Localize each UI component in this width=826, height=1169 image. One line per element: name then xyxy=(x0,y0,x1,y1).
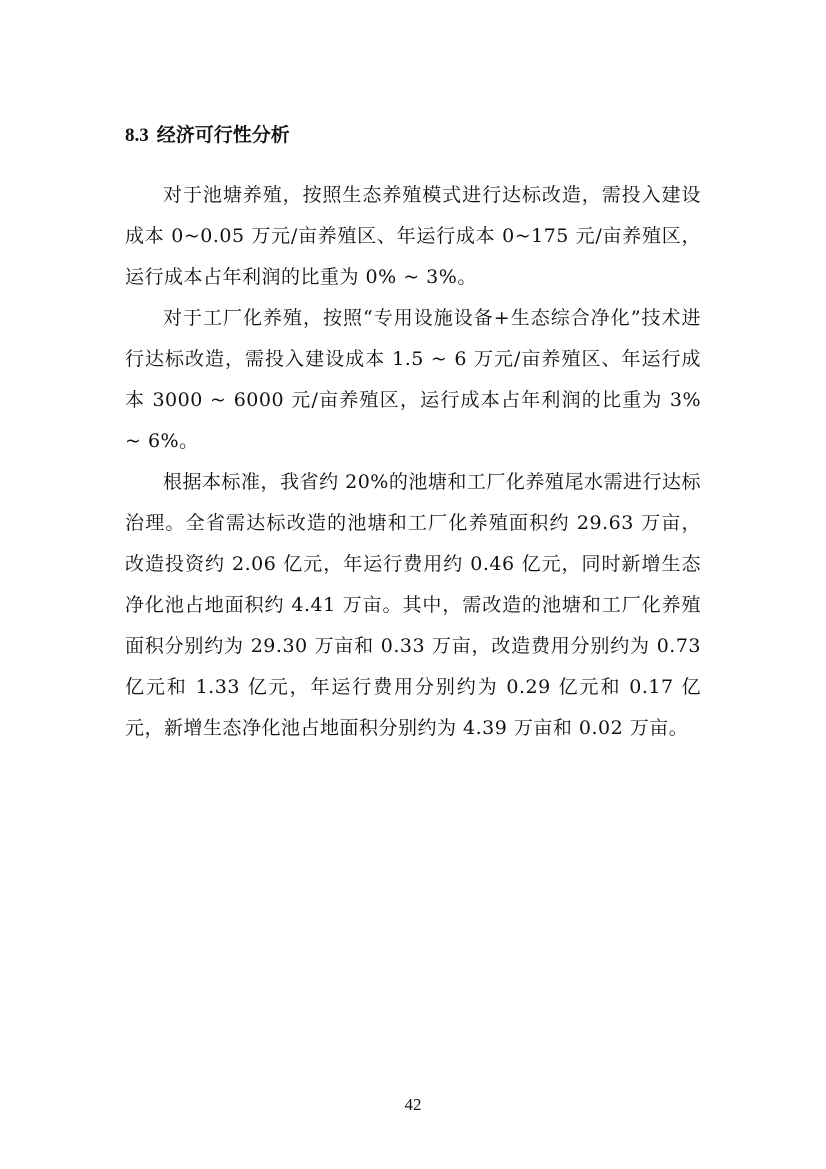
paragraph-pond-farming: 对于池塘养殖，按照生态养殖模式进行达标改造，需投入建设成本 0~0.05 万元/亩养殖区、年运行成本 0~175 元/亩养殖区，运行成本占年利润的比重为 0% ~ 3%。 xyxy=(125,184,701,288)
section-body xyxy=(125,175,701,749)
section-number: 8.3 xyxy=(125,125,149,146)
section-heading xyxy=(125,123,290,148)
paragraph-province-estimate: 根据本标准，我省约 20%的池塘和工厂化养殖尾水需进行达标治理。全省需达标改造的池塘和工厂化养殖面积约 29.63 万亩，改造投资约 2.06 亿元，年运行费用约 0.46 亿元，同时新增生态净化池占地面积约 4.41 万亩。其中，需改造的池塘和工厂化养殖面积分别约为 29.30 万亩和 0.33 万亩，改造费用分别约为 0.73 亿元和 1.33 亿元，年运行费用分别约为 0.29 亿元和 0.17 亿元，新增生态净化池占地面积分别约为 4.39 万亩和 0.02 万亩。 xyxy=(125,471,701,739)
section-title: 经济可行性分析 xyxy=(156,124,290,146)
page-number: 42 xyxy=(404,1095,422,1114)
paragraph-factory-farming: 对于工厂化养殖，按照“专用设施设备+生态综合净化”技术进行达标改造，需投入建设成本 1.5 ~ 6 万元/亩养殖区、年运行成本 3000 ~ 6000 元/亩养殖区，运行成本占年利润的比重为 3% ~ 6%。 xyxy=(125,307,701,452)
